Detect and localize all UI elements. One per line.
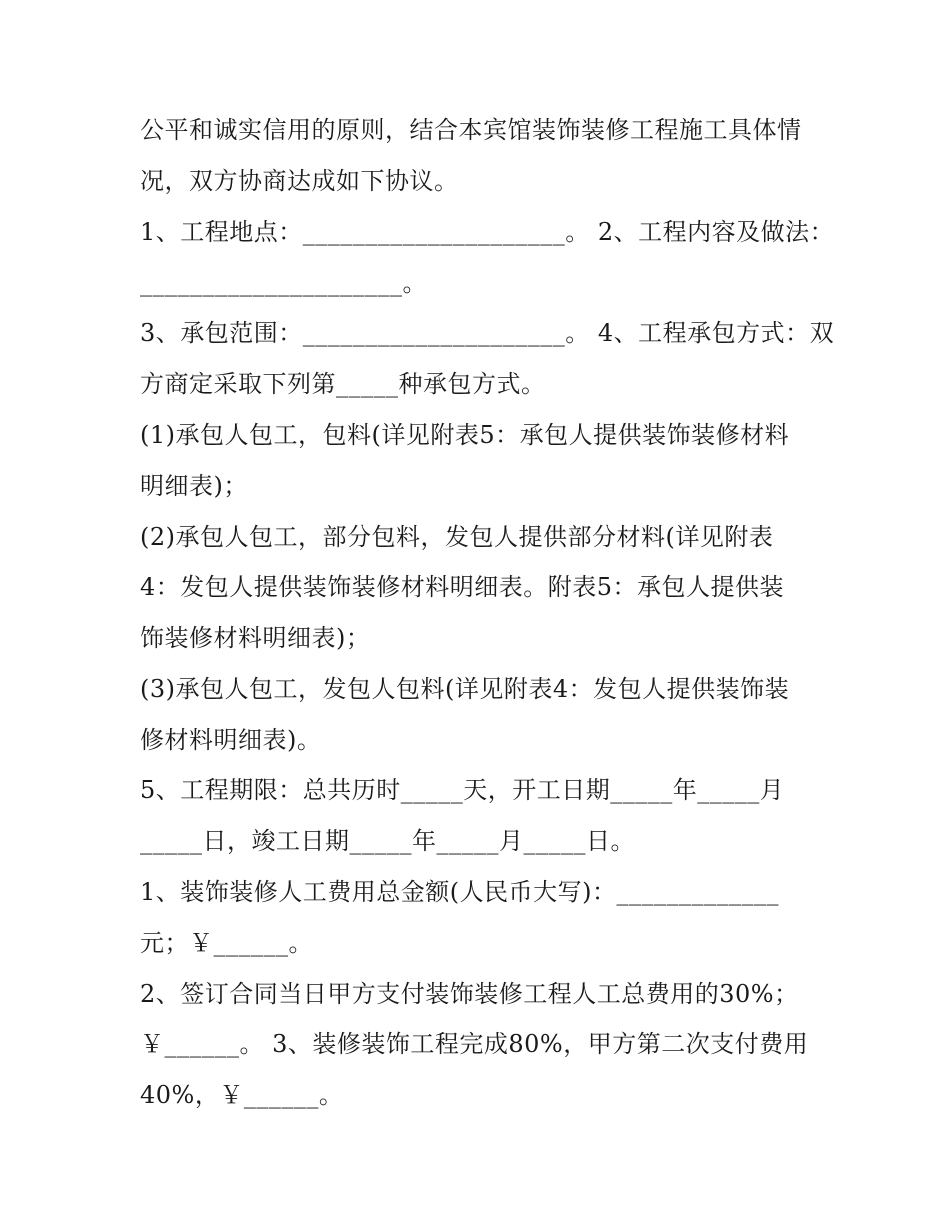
text-line: 方商定采取下列第_____种承包方式。: [140, 370, 546, 398]
text-line: (1)承包人包工，包料(详见附表5：承包人提供装饰装修材料: [140, 421, 790, 449]
text-line: _____________________。: [140, 269, 427, 297]
text-line: 况，双方协商达成如下协议。: [140, 167, 459, 195]
text-line: 1、工程地点：_____________________。 2、工程内容及做法：: [140, 218, 835, 246]
text-line: 4：发包人提供装饰装修材料明细表。附表5：承包人提供装: [140, 573, 785, 601]
text-line: 饰装修材料明细表)；: [140, 624, 371, 652]
text-line: 修材料明细表)。: [140, 726, 322, 754]
text-line: 5、工程期限：总共历时_____天，开工日期_____年_____月: [140, 776, 785, 804]
text-line: 3、承包范围：_____________________。 4、工程承包方式：双: [140, 319, 835, 347]
text-line: 公平和诚实信用的原则，结合本宾馆装饰装修工程施工具体情: [140, 116, 802, 144]
text-line: (3)承包人包工，发包人包料(详见附表4：发包人提供装饰装: [140, 675, 790, 703]
text-line: 元；￥______。: [140, 929, 313, 957]
text-line: 2、签订合同当日甲方支付装饰装修工程人工总费用的30%；: [140, 980, 799, 1008]
text-line: 40%，￥______。: [140, 1081, 344, 1109]
text-line: 明细表)；: [140, 472, 248, 500]
text-line: ￥______。 3、装修装饰工程完成80%，甲方第二次支付费用: [140, 1030, 809, 1058]
text-line: _____日，竣工日期_____年_____月_____日。: [140, 827, 635, 855]
text-line: 1、装饰装修人工费用总金额(人民币大写)：_____________: [140, 878, 779, 906]
text-line: (2)承包人包工，部分包料，发包人提供部分材料(详见附表: [140, 523, 774, 551]
